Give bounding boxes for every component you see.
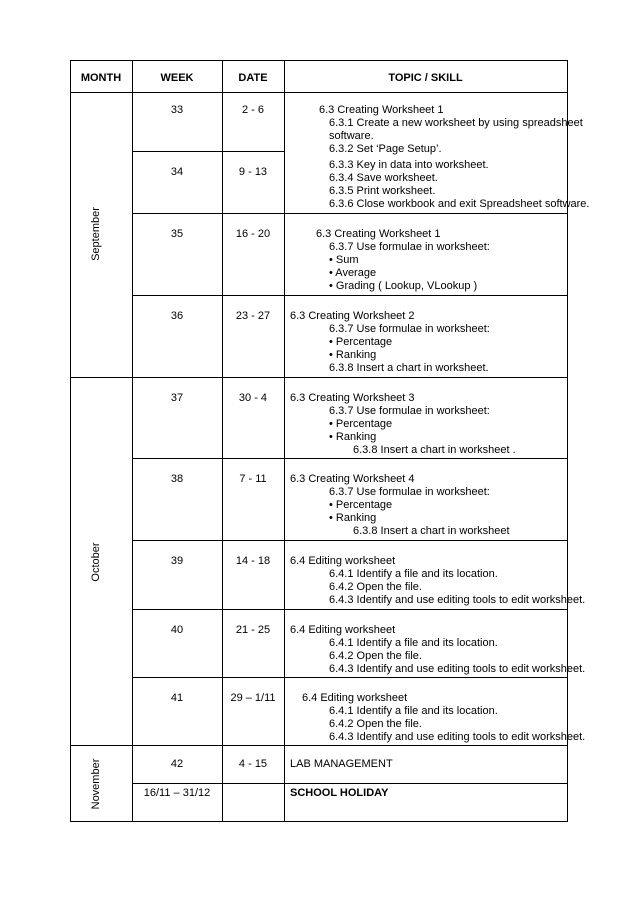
date-cell: 9 - 13: [238, 166, 268, 178]
topic-item: 6.3.8 Insert a chart in worksheet: [353, 525, 510, 537]
column-divider-date: [284, 60, 285, 822]
topic-item: • Ranking: [329, 431, 377, 443]
month-label-september: September: [90, 207, 102, 261]
topic-item: 6.3.7 Use formulae in worksheet:: [329, 486, 490, 498]
month-divider: [70, 745, 568, 746]
week-cell: 38: [170, 473, 184, 485]
topic-item: 6.3.4 Save worksheet.: [329, 172, 438, 184]
topic-item: 6.4.2 Open the file.: [329, 718, 422, 730]
topic-heading: 6.4 Editing worksheet: [290, 555, 396, 567]
week-cell: 37: [170, 392, 184, 404]
topic-item: 6.3.7 Use formulae in worksheet:: [329, 405, 490, 417]
topic-item: 6.3.7 Use formulae in worksheet:: [329, 323, 490, 335]
week-cell: 33: [170, 104, 184, 116]
month-label-november: November: [90, 758, 102, 810]
topic-item: • Percentage: [329, 499, 393, 511]
month-label-october: October: [90, 542, 102, 582]
topic-item: 6.3.8 Insert a chart in worksheet.: [329, 362, 489, 374]
topic-item: 6.4.3 Identify and use editing tools to edit worksheet.: [329, 731, 586, 743]
week-cell: 42: [170, 758, 184, 770]
header-month: MONTH: [80, 72, 122, 84]
topic-item: • Ranking: [329, 349, 377, 361]
header-week: WEEK: [160, 72, 194, 84]
date-cell: 29 – 1/11: [230, 692, 276, 704]
date-cell: 7 - 11: [239, 473, 267, 485]
topic-heading: 6.3 Creating Worksheet 1: [319, 104, 444, 116]
topic-item: 6.3.3 Key in data into worksheet.: [329, 159, 489, 171]
topic-item: • Average: [329, 267, 377, 279]
topic-heading: 6.3 Creating Worksheet 4: [290, 473, 415, 485]
topic-item: 6.4.3 Identify and use editing tools to edit worksheet.: [329, 663, 586, 675]
topic-item: 6.3.2 Set ‘Page Setup’.: [329, 143, 442, 155]
row-divider: [132, 213, 568, 214]
topic-lab-management: LAB MANAGEMENT: [290, 758, 393, 770]
table-border-top: [70, 60, 568, 61]
topic-item: 6.3.8 Insert a chart in worksheet .: [353, 444, 516, 456]
topic-item: 6.4.2 Open the file.: [329, 581, 422, 593]
week-cell: 41: [170, 692, 184, 704]
row-divider: [132, 151, 222, 152]
topic-heading: 6.4 Editing worksheet: [290, 624, 396, 636]
table-border-right: [567, 60, 568, 822]
date-cell: 16 - 20: [235, 228, 271, 240]
topic-item: • Percentage: [329, 418, 393, 430]
date-cell: 2 - 6: [241, 104, 264, 116]
topic-item: 6.3.6 Close workbook and exit Spreadsheet software.: [329, 198, 590, 210]
date-cell: 30 - 4: [238, 392, 268, 404]
date-cell: 14 - 18: [235, 555, 271, 567]
month-divider: [70, 377, 568, 378]
date-cell: 23 - 27: [235, 310, 271, 322]
topic-heading: 6.3 Creating Worksheet 2: [290, 310, 415, 322]
row-divider: [132, 609, 568, 610]
topic-item: 6.4.1 Identify a file and its location.: [329, 637, 498, 649]
week-cell: 39: [170, 555, 184, 567]
topic-item: • Percentage: [329, 336, 393, 348]
date-cell: 21 - 25: [235, 624, 271, 636]
week-cell: 36: [170, 310, 184, 322]
topic-item: • Grading ( Lookup, VLookup ): [329, 280, 478, 292]
topic-item: • Sum: [329, 254, 359, 266]
header-topic: TOPIC / SKILL: [388, 72, 463, 84]
week-cell: 34: [170, 166, 184, 178]
topic-item: 6.4.1 Identify a file and its location.: [329, 705, 498, 717]
topic-school-holiday: SCHOOL HOLIDAY: [290, 787, 389, 799]
topic-heading: 6.4 Editing worksheet: [302, 692, 408, 704]
table-border-bottom: [70, 821, 568, 822]
row-divider: [222, 151, 284, 152]
topic-item: 6.4.1 Identify a file and its location.: [329, 568, 498, 580]
header-divider: [70, 92, 568, 93]
header-date: DATE: [238, 72, 268, 84]
week-cell: 40: [170, 624, 184, 636]
topic-heading: 6.3 Creating Worksheet 3: [290, 392, 415, 404]
row-divider: [132, 295, 568, 296]
topic-item: software.: [329, 130, 374, 142]
topic-heading: 6.3 Creating Worksheet 1: [316, 228, 441, 240]
topic-item: 6.3.5 Print worksheet.: [329, 185, 436, 197]
topic-item: 6.3.1 Create a new worksheet by using spreadsheet: [329, 117, 583, 129]
topic-item: • Ranking: [329, 512, 377, 524]
topic-item: 6.4.2 Open the file.: [329, 650, 422, 662]
topic-item: 6.4.3 Identify and use editing tools to edit worksheet.: [329, 594, 586, 606]
week-cell: 16/11 – 31/12: [143, 787, 211, 799]
row-divider: [132, 677, 568, 678]
table-border-left: [70, 60, 71, 822]
week-cell: 35: [170, 228, 184, 240]
topic-item: 6.3.7 Use formulae in worksheet:: [329, 241, 490, 253]
row-divider: [132, 540, 568, 541]
row-divider: [132, 458, 568, 459]
row-divider: [132, 783, 568, 784]
date-cell: 4 - 15: [238, 758, 268, 770]
